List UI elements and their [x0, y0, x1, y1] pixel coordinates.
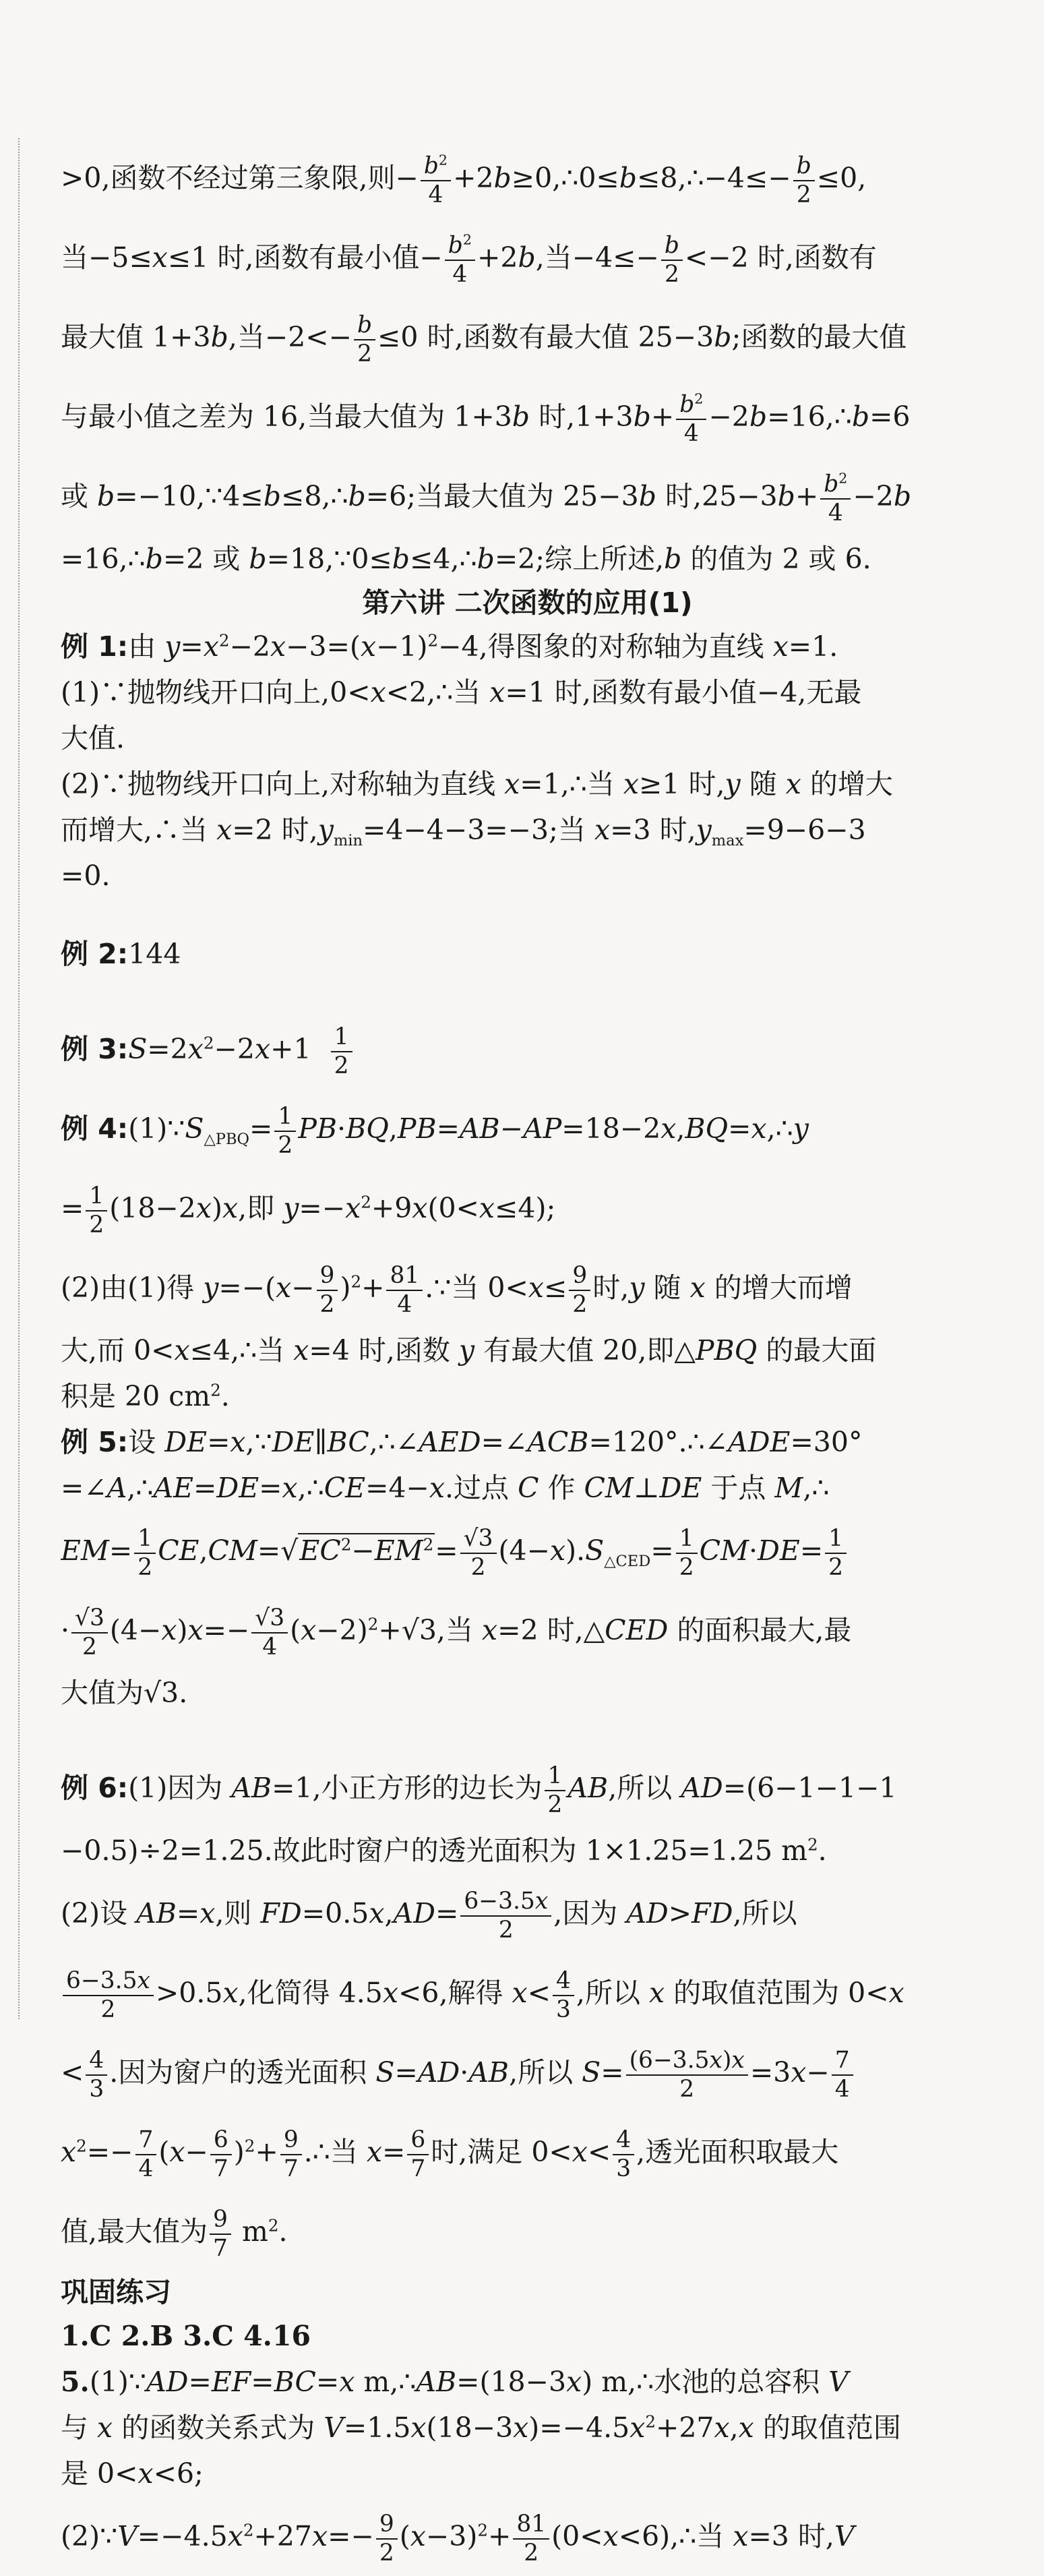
text-line: EM= $\frac{1}{2}$ $CE,CM=√EC^2-EM^2=$ $\frac{√3}{2}$ $(4-x).S_{\triangle CED}=$ $\frac{1}{2}$ CM·DE= $\frac{1}{2}$ — [61, 1511, 994, 1590]
fraction: $\frac{81}{4}$ — [386, 1263, 423, 1316]
text-line: $(2)\because V=-4.5x^2+27x=-$ $\frac{9}{2}$ $(x-3)^2+$ $\frac{81}{2}$ (0<x<6),∴当 x=3 时,V — [61, 2511, 855, 2567]
example-label: 例 5: — [61, 1426, 129, 1458]
fraction: $\frac{b^2}{4}$ — [676, 392, 706, 445]
fraction: $\frac{1}{2}$ — [676, 1526, 698, 1579]
text-line: 例 6:(1)因为 AB=1,小正方形的边长为 $\frac{1}{2}$ AB,所以 AD=(6−1−1−1 — [61, 1762, 897, 1818]
text-line: =16,∴b=2 或 b=18,∵0≤b≤4,∴b=2;综上所述,b 的值为 2 或 6. — [61, 543, 871, 575]
fraction: $\frac{6}{7}$ — [210, 2128, 232, 2180]
fraction: $\frac{√3}{2}$ — [71, 1606, 108, 1658]
text-line: =∠A,∴AE=DE=x,∴CE=4−x.过点 C 作 CM⊥DE 于点 M,∴ — [61, 1472, 830, 1504]
lecture-heading: 第六讲 二次函数的应用(1) — [362, 587, 693, 619]
fraction: $\frac{9}{2}$ — [376, 2512, 398, 2565]
fraction: $\frac{6-3.5x}{2}$ — [460, 1889, 551, 1942]
text-line: 是 0<x<6; — [61, 2457, 204, 2490]
text-line — [61, 931, 994, 977]
text-line: −0.5)÷2=1.25.故此时窗户的透光面积为 1×1.25=1.25 $m^2$. — [61, 1834, 827, 1867]
margin-rule — [18, 138, 20, 2019]
fraction: $\frac{b^2}{4}$ — [421, 154, 451, 206]
fraction: $\frac{9}{2}$ — [569, 1263, 590, 1316]
fraction: $\frac{1}{2}$ — [274, 1104, 296, 1157]
text-line: 例 1:由 $y=x^2-2x-3=(x-1)^2-4$,得图象的对称轴为直线 x=1. — [61, 630, 838, 663]
text-line: 例 5:设 DE=x,∵DE∥BC,∴∠AED=∠ACB=120°.∴∠ADE=30° — [61, 1426, 863, 1458]
example-label: 例 1: — [61, 630, 129, 663]
text-line: 例 $4:(1)\because S_{\triangle PBQ}=$ $\frac{1}{2}$ PB·BQ,PB=AB−AP=18−2x,BQ=x,∴y — [61, 1103, 809, 1159]
text-line: (2)由(1)得 y=−(x− $\frac{9}{2}$ )$^2$+ $\frac{81}{4}$ .∵当 0<x≤ $\frac{9}{2}$ 时,y 随 x 的增大而增 — [61, 1262, 853, 1318]
example-label: 例 6: — [61, 1772, 129, 1804]
text-line: 与最小值之差为 16,当最大值为 1+3b 时,1+3b+ $\frac{b^2}{4}$ −2b=16,∴b=6 — [61, 390, 911, 447]
text-line: 或 b=−10,∵4≤b≤8,∴b=6;当最大值为 25−3b 时,25−3b+ $\frac{b^2}{4}$ −2b — [61, 470, 912, 527]
answer-content — [61, 138, 994, 2576]
text-line: 例 $3:S=2x^2-2x+1$ $\frac{1}{2}$ — [61, 1009, 994, 1089]
text-line: < $\frac{4}{3}$ .因为窗户的透光面积 S=AD·AB,所以 S= $\frac{(6-3.5x)x}{2}$ =3x− $\frac{7}{4}$ — [61, 2033, 994, 2112]
text-line: 5.(1)∵AD=EF=BC=x m,∴AB=(18−3x) m,∴水池的总容积 V — [61, 2366, 849, 2398]
text-line: 大值为√3. — [61, 1677, 188, 1709]
fraction: $\frac{4}{3}$ — [86, 2048, 107, 2101]
fraction: $\frac{9}{7}$ — [210, 2207, 231, 2260]
answer-value: 144 — [128, 938, 181, 970]
fraction: $\frac{b^2}{4}$ — [445, 233, 475, 286]
fraction: $\frac{(6-3.5x)x}{2}$ — [626, 2048, 748, 2101]
text-line: (2)设 AB=x,则 FD=0.5x,AD= $\frac{6-3.5x}{2}$ ,因为 AD>FD,所以 — [61, 1888, 797, 1944]
fraction: $\frac{1}{2}$ — [331, 1025, 352, 1077]
text-line: 当−5≤x≤1 时,函数有最小值− $\frac{b^2}{4}$ +2b,当−4≤− $\frac{b}{2}$ <−2 时,函数有 — [61, 231, 877, 288]
text-line: 大值. — [61, 722, 125, 754]
text-line: 与 x 的函数关系式为 $V=1.5x(18-3x)=-4.5x^2+27x,x$ 的取值范围 — [61, 2412, 901, 2444]
fraction: $\frac{6-3.5x}{2}$ — [63, 1969, 154, 2021]
fraction: $\frac{1}{2}$ — [545, 1764, 566, 1816]
fraction: $\frac{1}{2}$ — [134, 1526, 156, 1579]
text-line: = $\frac{1}{2}$ (18−2x)x,即 $y=-x^2+9x(0<x\le 4)$; — [61, 1182, 556, 1238]
text-line: · $\frac{√3}{2}$ (4−x)x=− $\frac{√3}{4}$ $(x-2)^2+√3$,当 x=2 时,△CED 的面积最大,最 — [61, 1605, 852, 1660]
fraction: $\frac{81}{2}$ — [513, 2512, 549, 2565]
choice-answers: 1.C 2.B 3.C 4.16 — [61, 2320, 311, 2352]
fraction: $\frac{√3}{4}$ — [251, 1606, 288, 1658]
text-line: (2)∵抛物线开口向上,对称轴为直线 x=1,∴当 x≥1 时,y 随 x 的增大 — [61, 768, 893, 800]
fraction: $\frac{b}{2}$ — [354, 313, 375, 365]
example-label: 例 4: — [61, 1112, 129, 1145]
text-line: 值,最大值为 $\frac{9}{7}$ $m^2$. — [61, 2206, 288, 2262]
text-line: 而增大,∴当 x=2 时$,y_{min}=4-4-3=-3$;当 x=3 时$,y_{max}=9-6-3$ — [61, 814, 866, 850]
fraction: $\frac{6}{7}$ — [407, 2128, 429, 2180]
fraction: $\frac{b}{2}$ — [793, 154, 815, 206]
example-label: 例 2: — [61, 938, 129, 970]
fraction: $\frac{√3}{2}$ — [460, 1526, 497, 1579]
fraction: $\frac{1}{2}$ — [825, 1526, 847, 1579]
fraction: $\frac{b}{2}$ — [661, 233, 683, 286]
text-line: (1)∵抛物线开口向上,0<x<2,∴当 x=1 时,函数有最小值−4,无最 — [61, 676, 862, 709]
fraction: $\frac{9}{2}$ — [317, 1263, 338, 1316]
text-line: $x^2=-$ $\frac{7}{4}$ (x− $\frac{6}{7}$ )$^2$+ $\frac{9}{7}$ .∴当 x= $\frac{6}{7}$ 时,满足 0<x< $\frac{4}{3}$ ,透光面积取最大 — [61, 2126, 839, 2182]
fraction: $\frac{1}{2}$ — [86, 1184, 107, 1236]
text-line: $\frac{6-3.5x}{2}$ >0.5x,化简得 4.5x<6,解得 x< $\frac{4}{3}$ ,所以 x 的取值范围为 0<x — [61, 1953, 994, 2033]
fraction: $\frac{7}{4}$ — [832, 2048, 853, 2101]
text-line: 最大值 1+3b,当−2<− $\frac{b}{2}$ ≤0 时,函数有最大值 25−3b;函数的最大值 — [61, 311, 907, 367]
text-line: =0. — [61, 860, 111, 892]
fraction: $\frac{7}{4}$ — [135, 2128, 157, 2180]
example-label: 例 3: — [61, 1033, 129, 1065]
fraction: $\frac{b^2}{4}$ — [820, 472, 851, 525]
section-heading: 巩固练习 — [61, 2276, 171, 2308]
text-line: >0,函数不经过第三象限,则− $\frac{b^2}{4}$ +2b≥0,∴0≤b≤8,∴−4≤− $\frac{b}{2}$ ≤0, — [61, 152, 867, 208]
fraction: $\frac{4}{3}$ — [553, 1969, 574, 2021]
text-line: 积是 20 $cm^2$. — [61, 1380, 230, 1412]
fraction: $\frac{4}{3}$ — [613, 2128, 634, 2180]
fraction: $\frac{9}{7}$ — [280, 2128, 302, 2180]
text-line: 大,而 0<x≤4,∴当 x=4 时,函数 y 有最大值 20,即△PBQ 的最大面 — [61, 1334, 877, 1367]
